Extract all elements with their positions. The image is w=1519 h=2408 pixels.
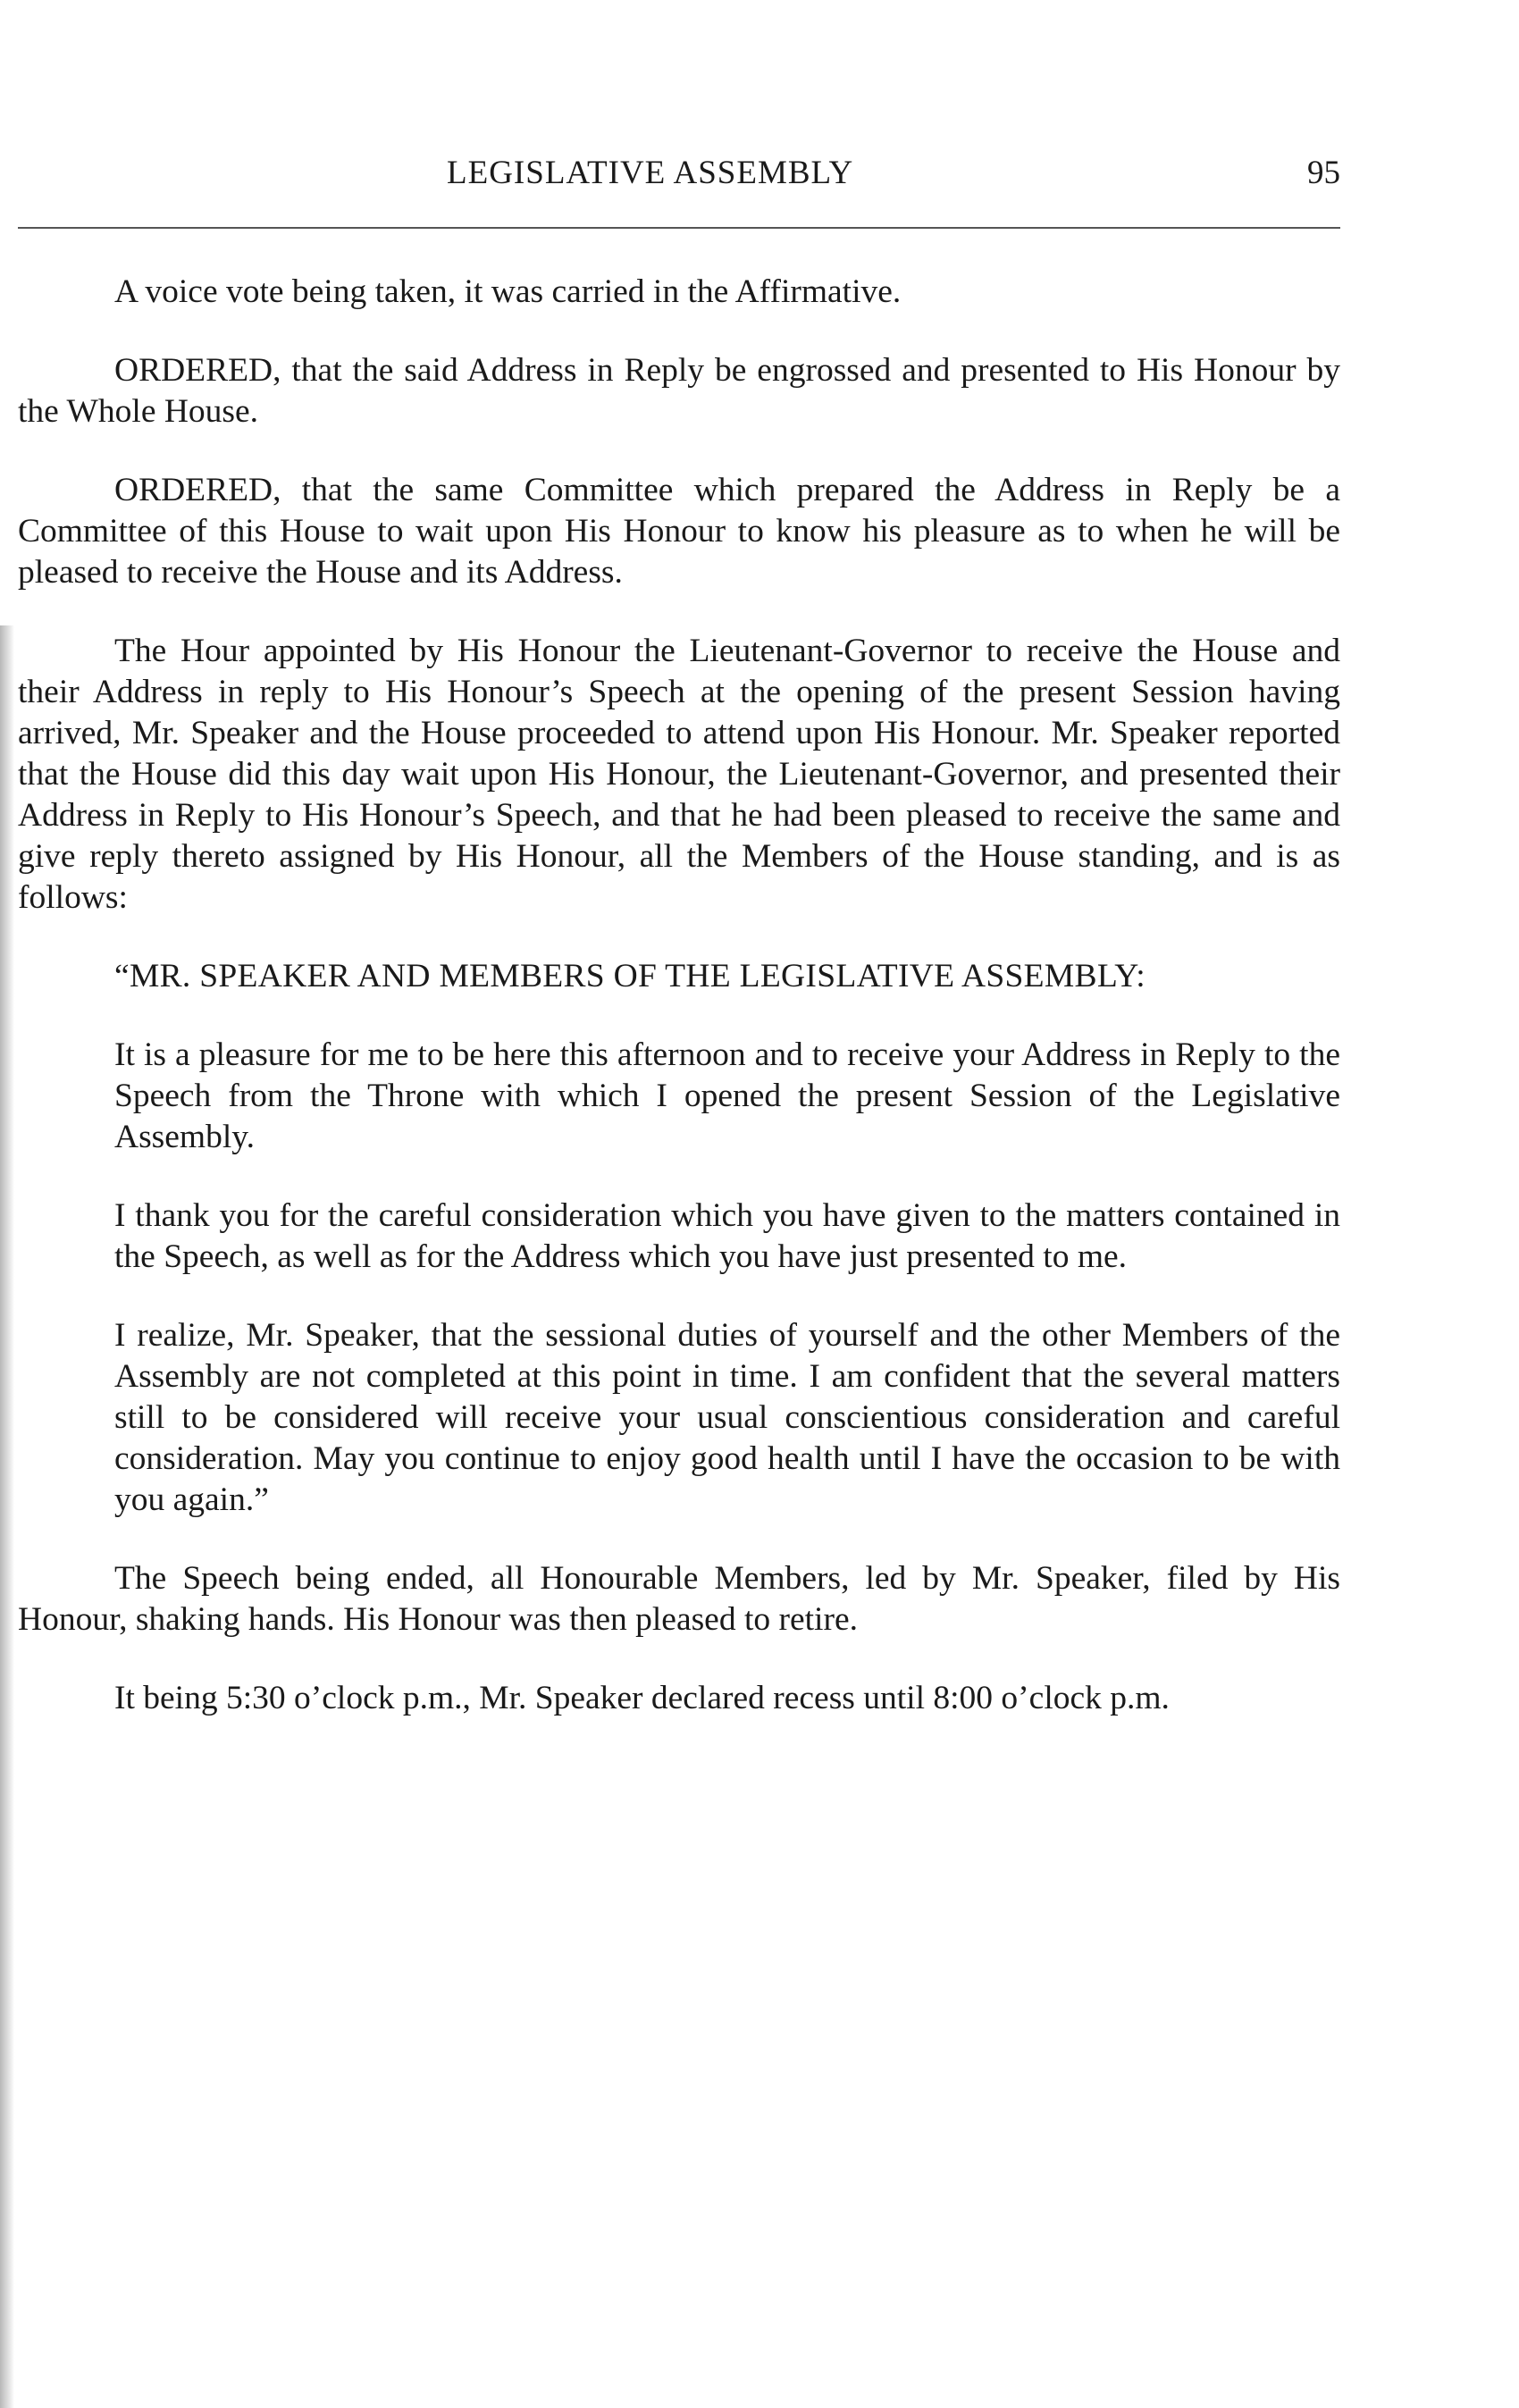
address-paragraph-thanks: I thank you for the careful consideration which you have given to the matters contained in the Speech, as well as for the Address which you have just presented to me. [114, 1197, 1340, 1275]
address-paragraph-duties: I realize, Mr. Speaker, that the sessional duties of yourself and the other Members of the Assembly are not completed at this point in time. I am confident that the several matters still to be considered will receive your usual conscientious consideration and careful consideration. May you continue to enjoy good health until I have the occasion to be with you again.” [114, 1317, 1340, 1518]
header-rule [18, 227, 1340, 229]
address-paragraph-pleasure: It is a pleasure for me to be here this afternoon and to receive your Address in Reply to the Speech from the Throne with which I opened the present Session of the Legislative Assembly. [114, 1036, 1340, 1155]
paragraph-hour-appointed: The Hour appointed by His Honour the Lieutenant-Governor to receive the House and their Address in reply to His Honour’s Speech at the opening of the present Session having arrived, Mr. Speaker and the House proceeded to attend upon His Honour. Mr. Speaker reported that the House did this day wait upon His Honour, the Lieutenant-Governor, and presented their Address in Reply to His Honour’s Speech, and that he had been pleased to receive the same and give reply thereto assigned by His Honour, all the Members of the House standing, and is as follows: [18, 633, 1340, 916]
page-body [18, 272, 1340, 1757]
paragraph-voice-vote: A voice vote being taken, it was carried in the Affirmative. [114, 273, 902, 310]
address-salutation: “MR. SPEAKER AND MEMBERS OF THE LEGISLATIVE ASSEMBLY: [114, 958, 1146, 994]
paragraph-ordered-engrossed: ORDERED, that the said Address in Reply be engrossed and presented to His Honour by the Whole House. [18, 352, 1340, 430]
page-number: 95 [1307, 155, 1340, 191]
paragraph-speech-ended: The Speech being ended, all Honourable Members, led by Mr. Speaker, filed by His Honour, shaking hands. His Honour was then pleased to retire. [18, 1560, 1340, 1638]
page-spine-shadow [0, 625, 14, 2408]
running-head-title: LEGISLATIVE ASSEMBLY [447, 155, 854, 191]
paragraph-recess: It being 5:30 o’clock p.m., Mr. Speaker declared recess until 8:00 o’clock p.m. [114, 1680, 1170, 1716]
running-head [18, 154, 1340, 198]
paragraph-ordered-committee: ORDERED, that the same Committee which prepared the Address in Reply be a Committee of this House to wait upon His Honour to know his pleasure as to when he will be pleased to receive the House and its Address. [18, 472, 1340, 591]
